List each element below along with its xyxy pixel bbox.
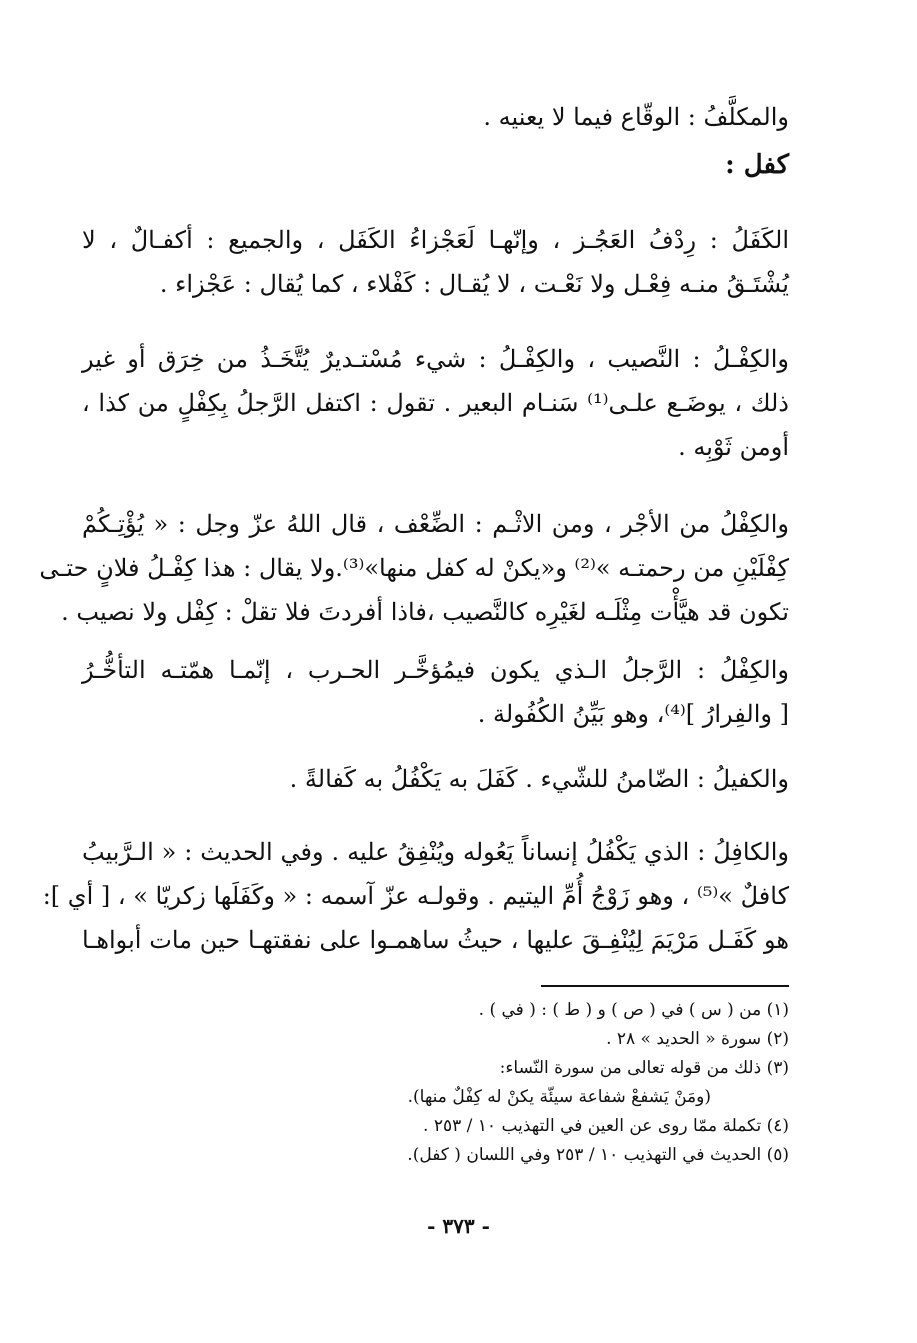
footnotes-list [200,996,789,1170]
text-line: والكِفْلُ من الأجْر ، ومن الاثْـم : الضِّعْف ، قال اللهُ عزّ وجل : « يُؤْتِـكُمْ [82,510,789,538]
root-heading: كفل : [725,150,789,180]
text-line: كافلٌ »⁽⁵⁾ ، وهو زَوْجُ أُمِّ اليتيم . وقولـه عزّ آسمه : « وكَفَلَها زكريّا » ، [ أي ]: [42,882,789,910]
entry-kifl-ajr [39,502,789,634]
footnote-1: (١) من ( س ) في ( ص ) و ( ط ) : ( في ) . [478,1000,789,1020]
footnote-divider [541,985,789,987]
text-line: ذلك ، يوضَـع علـى⁽¹⁾ سَنـام البعير . تقول : اكتفل الرَّجلُ بِكِفْلٍ من كذا ، [82,389,789,417]
entry-kifl-nasib [82,337,789,469]
footnote-5: (٥) الحديث في التهذيب ١٠ / ٢٥٣ وفي اللسان ( كفل). [407,1145,789,1165]
text-line: يُشْتَـقُ منـه فِعْـل ولا نَعْـت ، لا يُقـال : كَفْلاء ، كما يُقال : عَجْزاء . [159,270,789,298]
entry-kafal [82,218,789,306]
entry-kifl-rajul [82,648,789,736]
text-line: الكَفَلُ : رِدْفُ العَجُـز ، وإنّهـا لَعَجْزاءُ الكَفَل ، والجميع : أكفـالٌ ، لا [82,226,789,254]
footnote-3: (٣) ذلك من قوله تعالى من سورة النّساء: [499,1058,789,1078]
page-number: - ٣٧٣ - [427,1214,490,1238]
text-line: كِفْلَيْنِ من رحمتـه »⁽²⁾ و«يكنْ له كفل منها»⁽³⁾.ولا يقال : هذا كِفْـلُ فلانٍ حتـى [39,554,789,582]
entry-mukallaf [82,95,789,139]
text-line: والمكلَّفُ : الوقّاع فيما لا يعنيه . [483,103,789,131]
text-line: أومن ثَوْبِه . [678,433,789,461]
text-line: والكِفْـلُ : النَّصيب ، والكِفْـلُ : شيء مُسْتـديرٌ يُتَّخَـذُ من خِرَق أو غير [82,345,789,373]
entry-kafil-yatim [42,830,789,962]
text-line: والكافِلُ : الذي يَكْفُلُ إنساناً يَعُوله ويُنْفِقُ عليه . وفي الحديث : « الـرَّبيبُ [82,838,789,866]
text-line: هو كَفَـل مَرْيَمَ لِيُنْفِـقَ عليها ، حيثُ ساهمـوا على نفقتهـا حين مات أبواهـا [82,926,789,954]
text-line: [ والفِرارُ ]⁽⁴⁾، وهو بَيِّنُ الكُفُولة . [477,700,789,728]
footnote-3-quote: (ومَنْ يَشفعْ شفاعة سيئّة يكنْ له كِفْلٌ منها). [407,1087,711,1107]
text-line: تكون قد هيَّأْت مِثْلَـه لغَيْرِه كالنَّصيب ،فاذا أفردتَ فلا تقلْ : كِفْل ولا نصيب . [61,598,789,626]
text-line: والكفيلُ : الضّامنُ للشّيء . كَفَلَ به يَكْفُلُ به كَفالةً . [289,765,789,793]
entry-kafil [82,757,789,801]
footnote-4: (٤) تكملة ممّا روى عن العين في التهذيب ١٠ / ٢٥٣ . [423,1116,789,1136]
text-line: والكِفْلُ : الرَّجلُ الـذي يكون فيمُؤخَّـر الحـرب ، إنّمـا همّتـه التأخُّـرُ [82,656,789,684]
footnote-2: (٢) سورة « الحديد » ٢٨ . [606,1029,789,1049]
